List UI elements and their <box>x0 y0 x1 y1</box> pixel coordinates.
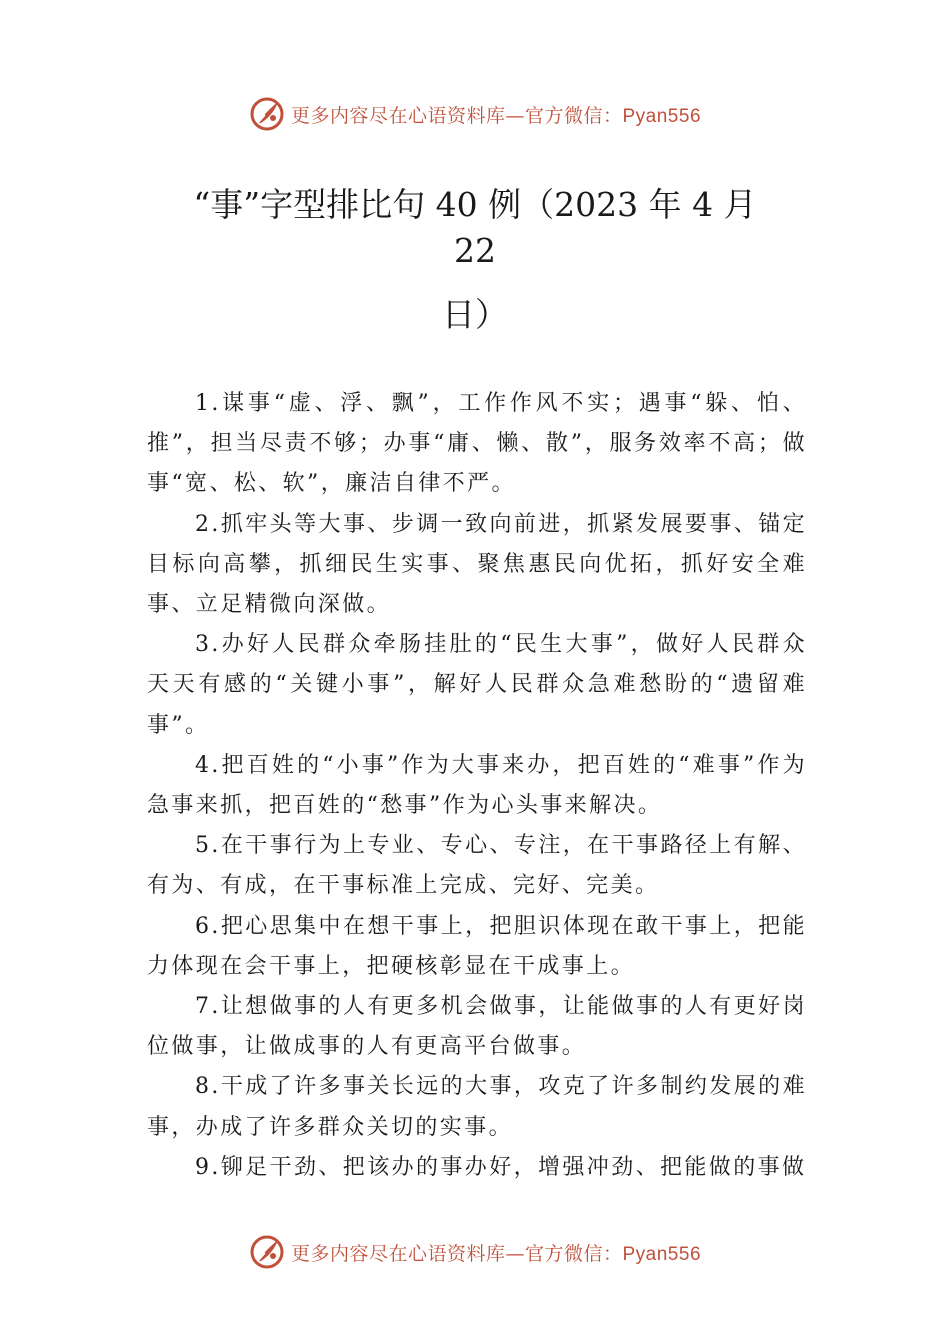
paragraph-6: 6.把心思集中在想干事上，把胆识体现在敢干事上，把能力体现在会干事上，把硬核彰显在干成事上。 <box>147 913 807 979</box>
header-watermark <box>0 94 950 134</box>
document-body <box>147 384 807 1188</box>
document-title: “事”字型排比句 40 例（2023 年 4 月 22 <box>193 185 757 270</box>
watermark-text: 更多内容尽在心语资料库—官方微信：Pyan556 <box>290 1242 702 1265</box>
paragraph-5: 5.在干事行为上专业、专心、专注，在干事路径上有解、有为、有成，在干事标准上完成、完好、完美。 <box>147 833 807 899</box>
paragraph-2: 2.抓牢头等大事、步调一致向前进，抓紧发展要事、锚定目标向高攀，抓细民生实事、聚焦惠民向优拓，抓好安全难事、立足精微向深做。 <box>147 511 807 618</box>
footer-watermark <box>0 1232 950 1272</box>
watermark-text: 更多内容尽在心语资料库—官方微信：Pyan556 <box>290 104 702 127</box>
paragraph-1: 1.谋事“虚、浮、飘”，工作作风不实；遇事“躲、怕、推”，担当尽责不够；办事“庸、懒、散”，服务效率不高；做事“宽、松、软”，廉洁自律不严。 <box>147 391 807 497</box>
paragraph-8: 8.干成了许多事关长远的大事，攻克了许多制约发展的难事，办成了许多群众关切的实事。 <box>147 1074 807 1140</box>
feather-pen-logo-icon <box>249 96 285 132</box>
paragraph-9: 9.铆足干劲、把该办的事办好，增强冲劲、把能做的事做 <box>195 1154 807 1180</box>
paragraph-7: 7.让想做事的人有更多机会做事，让能做事的人有更好岗位做事，让做成事的人有更高平台做事。 <box>147 994 807 1060</box>
watermark-id: Pyan556 <box>622 1243 702 1265</box>
watermark-id: Pyan556 <box>622 105 702 127</box>
feather-pen-logo-icon <box>249 1234 285 1270</box>
document-title-end: 日） <box>442 295 508 334</box>
paragraph-3: 3.办好人民群众牵肠挂肚的“民生大事”，做好人民群众天天有感的“关键小事”，解好人民群众急难愁盼的“遗留难事”。 <box>147 632 807 738</box>
paragraph-4: 4.把百姓的“小事”作为大事来办，把百姓的“难事”作为急事来抓，把百姓的“愁事”作为心头事来解决。 <box>147 752 807 819</box>
